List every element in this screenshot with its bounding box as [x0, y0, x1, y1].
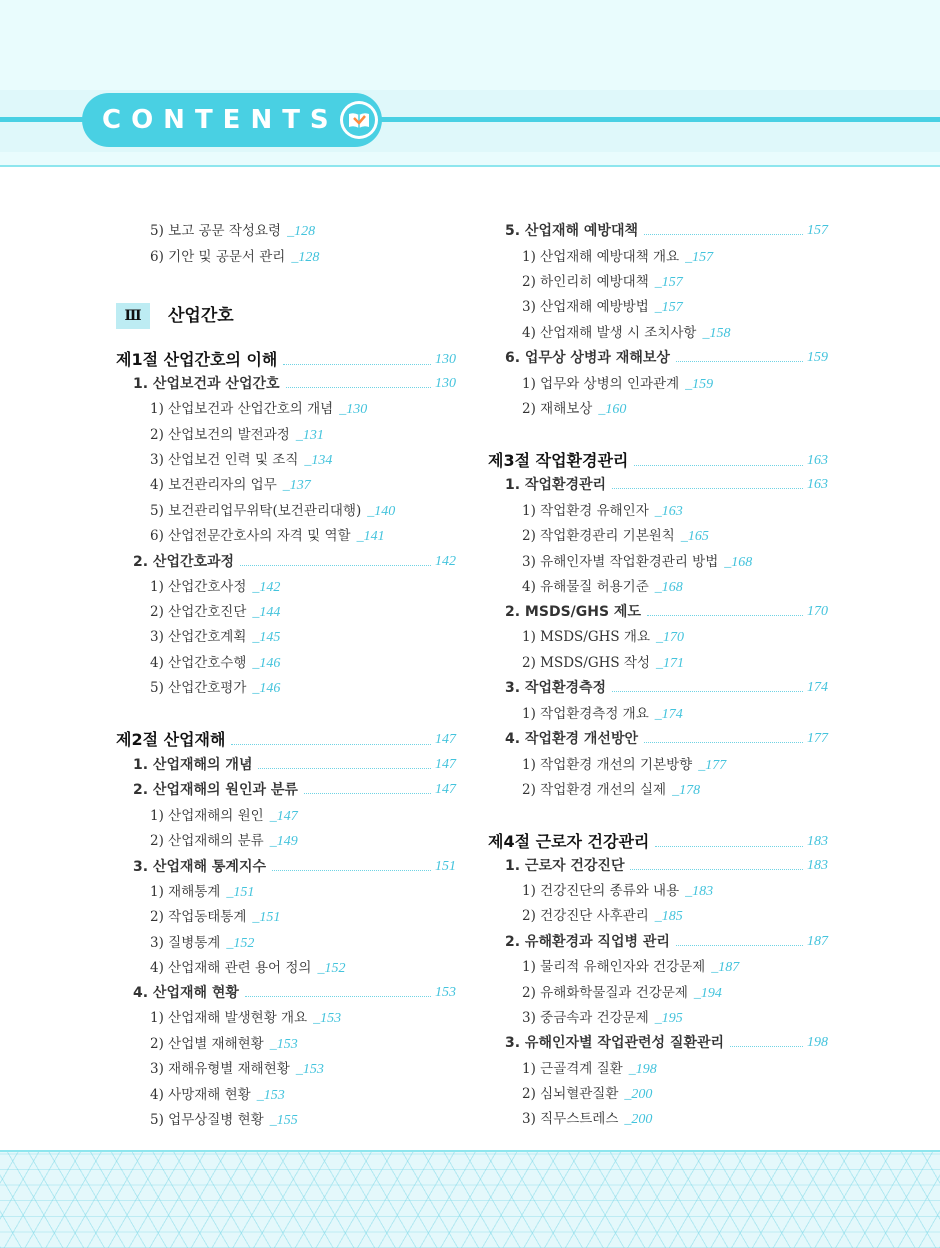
- part-heading: [116, 302, 456, 330]
- toc-item-title: 3. 작업환경측정: [505, 680, 607, 696]
- toc-page-number: _128: [287, 224, 316, 239]
- toc-subitem: [488, 1108, 828, 1130]
- toc-item: [116, 754, 456, 776]
- toc-chapter: [116, 348, 456, 372]
- part-title: 산업간호: [168, 306, 234, 326]
- toc-page-number: 153: [435, 985, 456, 1000]
- toc-subitem-title: 1) 물리적 유해인자와 건강문제: [522, 959, 706, 975]
- toc-item: [488, 601, 828, 623]
- toc-subitem: [116, 881, 456, 903]
- toc-subitem: [116, 957, 456, 979]
- toc-subitem-title: 1) 산업재해 발생현황 개요: [150, 1010, 308, 1026]
- toc-subitem-title: 6) 기안 및 공문서 관리: [150, 249, 286, 265]
- toc-subitem: [488, 703, 828, 725]
- toc-subitem: [488, 398, 828, 420]
- toc-chapter: [116, 728, 456, 752]
- toc-subitem-title: 2) 재해보상: [522, 401, 593, 417]
- toc-page-number: _144: [252, 605, 281, 620]
- toc-item: [488, 855, 828, 877]
- toc-subitem-title: 4) 산업재해 관련 용어 정의: [150, 960, 312, 976]
- toc-subitem-title: 1) 산업보건과 산업간호의 개념: [150, 401, 334, 417]
- toc-page-number: _141: [356, 529, 385, 544]
- toc-subitem-title: 3) 중금속과 건강문제: [522, 1010, 649, 1026]
- toc-subitem: [488, 779, 828, 801]
- toc-subitem: [116, 576, 456, 598]
- toc-page-number: 183: [807, 858, 828, 873]
- toc-subitem: [116, 1033, 456, 1055]
- toc-subitem-title: 2) 하인리히 예방대책: [522, 274, 649, 290]
- toc-subitem: [116, 652, 456, 674]
- toc-subitem: [116, 220, 456, 242]
- toc-leader-dots: [286, 373, 431, 388]
- toc-subitem: [116, 906, 456, 928]
- toc-subitem-title: 2) MSDS/GHS 작성: [522, 655, 651, 671]
- toc-item-title: 1. 산업재해의 개념: [133, 757, 253, 773]
- toc-leader-dots: [644, 220, 803, 235]
- toc-leader-dots: [304, 779, 431, 794]
- toc-item: [116, 373, 456, 395]
- toc-page-number: 177: [807, 731, 828, 746]
- toc-page-number: _146: [252, 656, 281, 671]
- toc-page-number: _152: [226, 936, 255, 951]
- toc-chapter-title: 제1절 산업간호의 이해: [116, 350, 278, 369]
- toc-leader-dots: [245, 982, 431, 997]
- toc-item-title: 2. 산업간호과정: [133, 554, 235, 570]
- toc-subitem: [116, 626, 456, 648]
- toc-subitem: [116, 449, 456, 471]
- toc-page-number: _140: [367, 504, 396, 519]
- toc-item: [488, 931, 828, 953]
- toc-subitem-title: 1) 산업간호사정: [150, 579, 247, 595]
- toc-page-number: 142: [435, 554, 456, 569]
- toc-subitem: [488, 1083, 828, 1105]
- toc-page-number: _142: [252, 580, 281, 595]
- toc-subitem-title: 2) 산업별 재해현황: [150, 1036, 264, 1052]
- toc-page-number: 198: [807, 1035, 828, 1050]
- toc-page-number: _149: [269, 834, 298, 849]
- toc-page-number: 151: [435, 859, 456, 874]
- toc-subitem-title: 4) 사망재해 현황: [150, 1087, 251, 1103]
- toc-page-number: _177: [698, 758, 727, 773]
- toc-chapter-title: 제4절 근로자 건강관리: [488, 832, 650, 851]
- toc-page-number: _134: [304, 453, 333, 468]
- toc-page-number: _194: [693, 986, 722, 1001]
- toc-subitem-title: 1) 산업재해의 원인: [150, 808, 264, 824]
- toc-subitem: [116, 1058, 456, 1080]
- toc-subitem-title: 2) 건강진단 사후관리: [522, 908, 649, 924]
- toc-page-number: 170: [807, 604, 828, 619]
- toc-subitem: [116, 500, 456, 522]
- toc-item: [116, 551, 456, 573]
- toc-subitem-title: 2) 심뇌혈관질환: [522, 1086, 619, 1102]
- toc-page-number: _198: [628, 1062, 657, 1077]
- toc-page-number: 130: [435, 352, 456, 367]
- toc-subitem: [116, 932, 456, 954]
- toc-leader-dots: [655, 830, 803, 847]
- toc-subitem-title: 1) MSDS/GHS 개요: [522, 629, 651, 645]
- header-rule: [0, 165, 940, 167]
- toc-page-number: _195: [654, 1011, 683, 1026]
- toc-subitem-title: 5) 보고 공문 작성요령: [150, 223, 282, 239]
- toc-page-number: _160: [598, 402, 627, 417]
- toc-item: [488, 474, 828, 496]
- toc-chapter: [488, 830, 828, 854]
- toc-subitem: [488, 982, 828, 1004]
- toc-page-number: 163: [807, 453, 828, 468]
- toc-item: [116, 856, 456, 878]
- toc-subitem-title: 1) 산업재해 예방대책 개요: [522, 249, 680, 265]
- toc-page-number: _131: [295, 428, 324, 443]
- toc-subitem-title: 2) 작업환경 개선의 실제: [522, 782, 667, 798]
- toc-page-number: _168: [654, 580, 683, 595]
- toc-item: [488, 347, 828, 369]
- toc-subitem-title: 3) 산업간호계획: [150, 629, 247, 645]
- toc-page-number: _153: [295, 1062, 324, 1077]
- toc-page-number: _170: [656, 630, 685, 645]
- toc-leader-dots: [231, 728, 431, 745]
- toc-page-number: 159: [807, 350, 828, 365]
- toc-item-title: 1. 근로자 건강진단: [505, 858, 625, 874]
- toc-subitem: [488, 525, 828, 547]
- toc-leader-dots: [272, 856, 431, 871]
- toc-item-title: 1. 산업보건과 산업간호: [133, 376, 280, 392]
- toc-subitem-title: 4) 산업재해 발생 시 조치사항: [522, 325, 697, 341]
- toc-page-number: _153: [269, 1037, 298, 1052]
- toc-page-number: _157: [654, 275, 683, 290]
- toc-page-number: _153: [313, 1011, 342, 1026]
- toc-subitem: [116, 525, 456, 547]
- toc-subitem-title: 2) 산업간호진단: [150, 604, 247, 620]
- toc-item: [488, 677, 828, 699]
- toc-item-title: 3. 유해인자별 작업관련성 질환관리: [505, 1035, 725, 1051]
- toc-item: [116, 779, 456, 801]
- toc-page-number: 130: [435, 376, 456, 391]
- toc-page-number: _152: [317, 961, 346, 976]
- toc-page-number: _165: [680, 529, 709, 544]
- toc-page-number: _174: [654, 707, 683, 722]
- toc-item-title: 2. 산업재해의 원인과 분류: [133, 782, 298, 798]
- toc-subitem: [488, 1058, 828, 1080]
- toc-page-number: _151: [252, 910, 281, 925]
- toc-item: [488, 220, 828, 242]
- toc-page-number: 147: [435, 757, 456, 772]
- toc-page-number: _185: [654, 909, 683, 924]
- toc-subitem: [116, 830, 456, 852]
- toc-subitem-title: 4) 산업간호수행: [150, 655, 247, 671]
- toc-leader-dots: [730, 1032, 803, 1047]
- toc-leader-dots: [676, 347, 803, 362]
- toc-item-title: 4. 산업재해 현황: [133, 985, 239, 1001]
- toc-subitem: [488, 905, 828, 927]
- toc-subitem: [488, 576, 828, 598]
- toc-chapter-title: 제3절 작업환경관리: [488, 451, 629, 470]
- toc-page-number: 147: [435, 732, 456, 747]
- toc-subitem: [488, 271, 828, 293]
- toc-subitem: [488, 754, 828, 776]
- toc-page-number: 174: [807, 680, 828, 695]
- toc-subitem-title: 2) 산업재해의 분류: [150, 833, 264, 849]
- toc-subitem-title: 1) 작업환경측정 개요: [522, 706, 649, 722]
- toc-page-number: _157: [685, 250, 714, 265]
- toc-subitem-title: 1) 근골격계 질환: [522, 1061, 623, 1077]
- toc-subitem: [488, 626, 828, 648]
- toc-page-number: 187: [807, 934, 828, 949]
- toc-subitem-title: 1) 재해통계: [150, 884, 221, 900]
- toc-page-number: _155: [269, 1113, 298, 1128]
- toc-leader-dots: [240, 551, 431, 566]
- toc-leader-dots: [676, 931, 803, 946]
- toc-subitem-title: 2) 작업환경관리 기본원칙: [522, 528, 675, 544]
- toc-item-title: 5. 산업재해 예방대책: [505, 223, 638, 239]
- toc-leader-dots: [647, 601, 803, 616]
- toc-leader-dots: [634, 449, 803, 466]
- toc-page-number: _171: [656, 656, 685, 671]
- toc-subitem: [488, 956, 828, 978]
- toc-subitem: [488, 322, 828, 344]
- toc-leader-dots: [630, 855, 803, 870]
- book-icon: [340, 101, 378, 139]
- toc-page-number: _183: [685, 884, 714, 899]
- toc-subitem: [116, 677, 456, 699]
- toc-page-number: _178: [672, 783, 701, 798]
- toc-subitem: [488, 500, 828, 522]
- toc-subitem-title: 3) 유해인자별 작업환경관리 방법: [522, 554, 719, 570]
- toc-item-title: 4. 작업환경 개선방안: [505, 731, 638, 747]
- toc-subitem-title: 4) 유해물질 허용기준: [522, 579, 649, 595]
- toc-subitem-title: 3) 질병통계: [150, 935, 221, 951]
- toc-page-number: 163: [807, 477, 828, 492]
- toc-subitem-title: 5) 보건관리업무위탁(보건관리대행): [150, 503, 362, 519]
- toc-subitem-title: 6) 산업전문간호사의 자격 및 역할: [150, 528, 351, 544]
- toc-page-number: _187: [711, 960, 740, 975]
- toc-subitem-title: 3) 재해유형별 재해현황: [150, 1061, 290, 1077]
- toc-page-number: 183: [807, 834, 828, 849]
- toc-subitem: [116, 601, 456, 623]
- toc-page-number: _158: [702, 326, 731, 341]
- toc-subitem-title: 5) 업무상질병 현황: [150, 1112, 264, 1128]
- toc-page-number: _153: [256, 1088, 285, 1103]
- toc-subitem-title: 3) 산업재해 예방방법: [522, 299, 649, 315]
- toc-page-number: _151: [226, 885, 255, 900]
- toc-subitem: [116, 246, 456, 268]
- toc-page-number: 157: [807, 223, 828, 238]
- toc-leader-dots: [283, 348, 431, 365]
- footer-pattern: [0, 1150, 940, 1248]
- toc-item-title: 2. MSDS/GHS 제도: [505, 604, 641, 620]
- toc-chapter-title: 제2절 산업재해: [116, 730, 226, 749]
- toc-subitem-title: 1) 작업환경 유해인자: [522, 503, 649, 519]
- toc-subitem: [116, 1084, 456, 1106]
- toc-subitem: [488, 880, 828, 902]
- toc-page-number: _168: [724, 555, 753, 570]
- toc-page-number: _200: [624, 1112, 653, 1127]
- toc-subitem-title: 4) 보건관리자의 업무: [150, 477, 277, 493]
- toc-page-number: _137: [282, 478, 311, 493]
- toc-subitem: [116, 424, 456, 446]
- contents-title: CONTENTS: [102, 105, 339, 135]
- toc-item: [488, 728, 828, 750]
- toc-leader-dots: [612, 677, 803, 692]
- part-number: Ⅲ: [116, 303, 150, 329]
- toc-subitem: [488, 652, 828, 674]
- toc-subitem-title: 5) 산업간호평가: [150, 680, 247, 696]
- toc-page-number: _159: [685, 377, 714, 392]
- toc-item: [116, 982, 456, 1004]
- toc-page-number: _147: [269, 809, 298, 824]
- toc-item-title: 1. 작업환경관리: [505, 477, 607, 493]
- toc-chapter: [488, 449, 828, 473]
- toc-page-number: _128: [291, 250, 320, 265]
- toc-subitem: [116, 474, 456, 496]
- toc-page-number: _146: [252, 681, 281, 696]
- toc-item: [488, 1032, 828, 1054]
- toc-subitem-title: 3) 직무스트레스: [522, 1111, 619, 1127]
- toc-page-number: _130: [339, 402, 368, 417]
- toc-subitem-title: 2) 산업보건의 발전과정: [150, 427, 290, 443]
- toc-subitem-title: 1) 업무와 상병의 인과관계: [522, 376, 680, 392]
- toc-page-number: 147: [435, 782, 456, 797]
- toc-leader-dots: [612, 474, 803, 489]
- toc-leader-dots: [644, 728, 803, 743]
- toc-subitem: [488, 373, 828, 395]
- toc-page-number: _145: [252, 630, 281, 645]
- toc-subitem: [116, 1109, 456, 1131]
- toc-page-number: _163: [654, 504, 683, 519]
- toc-subitem: [488, 296, 828, 318]
- toc-page-number: _157: [654, 300, 683, 315]
- toc-subitem-title: 2) 작업동태통계: [150, 909, 247, 925]
- toc-subitem: [488, 551, 828, 573]
- toc-leader-dots: [258, 754, 431, 769]
- toc-subitem-title: 1) 작업환경 개선의 기본방향: [522, 757, 693, 773]
- toc-subitem: [116, 805, 456, 827]
- toc-subitem: [488, 1007, 828, 1029]
- toc-subitem-title: 2) 유해화학물질과 건강문제: [522, 985, 688, 1001]
- toc-subitem-title: 1) 건강진단의 종류와 내용: [522, 883, 680, 899]
- toc-subitem: [488, 246, 828, 268]
- toc-subitem: [116, 398, 456, 420]
- toc-page-number: _200: [624, 1087, 653, 1102]
- toc-subitem: [116, 1007, 456, 1029]
- toc-item-title: 6. 업무상 상병과 재해보상: [505, 350, 670, 366]
- toc-subitem-title: 3) 산업보건 인력 및 조직: [150, 452, 299, 468]
- toc-item-title: 2. 유해환경과 직업병 관리: [505, 934, 670, 950]
- toc-item-title: 3. 산업재해 통계지수: [133, 859, 266, 875]
